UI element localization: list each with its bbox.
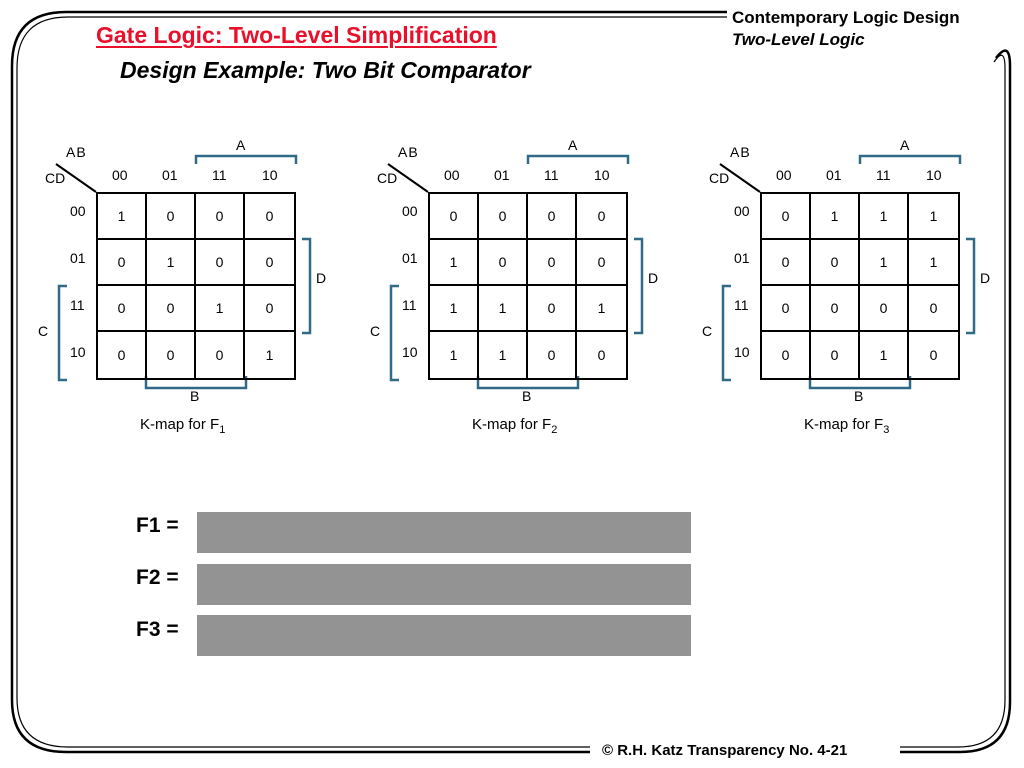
variable-d-label: D [980,270,991,286]
column-header: 10 [926,167,942,183]
column-header: 00 [776,167,792,183]
column-header: 11 [544,167,559,183]
kmap-cell: 0 [245,194,294,240]
kmap-cell: 1 [811,194,860,240]
kmap-cell: 0 [98,286,147,332]
kmap-cell: 1 [430,332,479,378]
caption-text: K-map for F [140,416,220,433]
kmap-cell: 0 [762,286,811,332]
cd-label: CD [377,170,398,186]
row-header: 11 [70,297,85,313]
kmap-cell: 0 [860,286,909,332]
kmap-cell: 0 [98,240,147,286]
kmap-cell: 0 [811,240,860,286]
kmap-cell: 0 [196,240,245,286]
row-header: 00 [734,203,750,219]
column-header: 01 [494,167,510,183]
row-header: 11 [734,297,749,313]
row-header: 10 [70,344,86,360]
caption-text: K-map for F [472,416,552,433]
kmap-grid [96,192,296,380]
kmap-cell: 0 [98,332,147,378]
kmap-grid [760,192,960,380]
caption-subscript: 3 [883,424,890,436]
column-header: 01 [162,167,178,183]
variable-b-label: B [190,388,200,404]
kmap-cell: 1 [909,194,958,240]
kmap-cell: 0 [811,286,860,332]
kmap-cell: 0 [528,240,577,286]
kmap-cell: 1 [909,240,958,286]
kmap-cell: 0 [762,240,811,286]
kmap-cell: 0 [762,194,811,240]
ab-label: AB [730,144,751,160]
row-header: 01 [734,250,750,266]
kmap-cell: 0 [929,347,938,363]
kmap-cell: 0 [245,286,294,332]
kmap-cell: 0 [762,332,811,378]
kmap-cell: 0 [196,194,245,240]
variable-a-label: A [236,137,246,153]
kmap-cell: 1 [479,286,528,332]
row-header: 11 [402,297,417,313]
kmap-cell: 0 [479,240,528,286]
kmap-cell: 0 [147,332,196,378]
kmap-cell: 1 [430,286,479,332]
row-header: 01 [70,250,86,266]
kmap-cell: 0 [147,286,196,332]
variable-c-label: C [38,323,49,339]
kmap-f2 [332,130,659,440]
variable-c-label: C [702,323,713,339]
kmap-cell: 0 [479,194,528,240]
variable-d-label: D [648,270,659,286]
slide-subtitle: Design Example: Two Bit Comparator [120,57,531,83]
kmap-cell: 1 [147,240,196,286]
kmap-f3 [664,130,991,440]
kmap-cell: 1 [196,286,245,332]
caption-subscript: 1 [219,424,226,436]
kmap-cell: 1 [430,240,479,286]
kmap-cell: 0 [245,240,294,286]
kmap-cell: 0 [577,240,626,286]
row-header: 10 [734,344,750,360]
variable-d-label: D [316,270,327,286]
kmap-cell: 0 [577,194,626,240]
equation-label-f3: F3 = [136,618,179,641]
ab-label: AB [66,144,87,160]
kmap-cell: 0 [811,332,860,378]
caption-subscript: 2 [551,424,558,436]
kmap-cell: 0 [528,332,577,378]
equation-label-f1: F1 = [136,514,179,537]
column-header: 00 [444,167,460,183]
cd-label: CD [45,170,66,186]
footer-text: © R.H. Katz Transparency No. 4-21 [602,742,848,759]
kmap-cell: 1 [860,194,909,240]
kmap-cell: 1 [479,332,528,378]
row-header: 00 [402,203,418,219]
variable-a-label: A [568,137,578,153]
kmap-f1 [0,130,327,440]
cd-label: CD [709,170,730,186]
kmap-cell: 0 [196,332,245,378]
kmap-caption [140,416,225,436]
answer-box-f1 [197,512,691,553]
column-header: 10 [594,167,610,183]
kmap-cell: 1 [577,286,626,332]
course-name: Contemporary Logic Design [732,8,960,27]
column-header: 11 [212,167,227,183]
row-header: 01 [402,250,418,266]
kmap-cell: 0 [597,347,606,363]
kmap-cell: 1 [98,194,147,240]
column-header: 10 [262,167,278,183]
answer-box-f3 [197,615,691,656]
slide-title: Gate Logic: Two-Level Simplification [96,22,497,48]
variable-c-label: C [370,323,381,339]
kmap-grid [428,192,628,380]
column-header: 11 [876,167,891,183]
row-header: 10 [402,344,418,360]
kmap-caption [472,416,557,436]
chapter-name: Two-Level Logic [732,30,865,49]
row-header: 00 [70,203,86,219]
kmap-cell: 1 [860,332,909,378]
variable-a-label: A [900,137,910,153]
caption-text: K-map for F [804,416,884,433]
kmap-cell: 0 [147,194,196,240]
variable-b-label: B [854,388,864,404]
variable-b-label: B [522,388,532,404]
equation-label-f2: F2 = [136,566,179,589]
kmap-cell: 0 [909,286,958,332]
kmap-cell: 0 [430,194,479,240]
kmap-caption [804,416,889,436]
kmap-cell: 0 [528,286,577,332]
kmap-cell: 1 [860,240,909,286]
ab-label: AB [398,144,419,160]
kmap-cell: 0 [528,194,577,240]
kmap-cell: 1 [265,347,274,363]
column-header: 01 [826,167,842,183]
column-header: 00 [112,167,128,183]
answer-box-f2 [197,564,691,605]
